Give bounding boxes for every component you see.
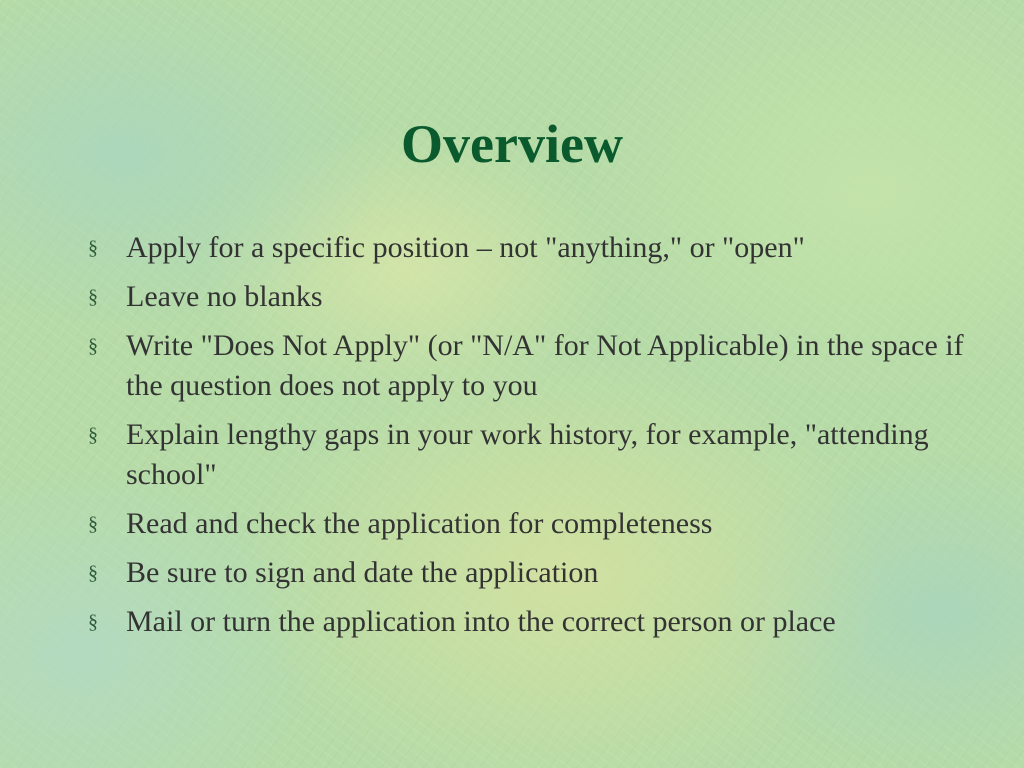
bullet-text: Explain lengthy gaps in your work history, for example, "attending school" (126, 418, 929, 491)
section-sign-icon: § (88, 562, 98, 584)
bullet-item (88, 326, 968, 406)
section-sign-icon: § (88, 611, 98, 633)
section-sign-icon: § (88, 424, 98, 446)
section-sign-icon: § (88, 286, 98, 308)
bullet-text: Write "Does Not Apply" (or "N/A" for Not Applicable) in the space if the question does not apply to you (126, 329, 964, 402)
bullet-text: Read and check the application for completeness (126, 507, 713, 540)
bullet-list (88, 228, 968, 651)
bullet-text: Be sure to sign and date the application (126, 556, 599, 589)
bullet-text: Mail or turn the application into the correct person or place (126, 605, 836, 638)
bullet-item (88, 602, 968, 642)
bullet-item (88, 504, 968, 544)
bullet-text: Leave no blanks (126, 280, 323, 313)
section-sign-icon: § (88, 513, 98, 535)
bullet-item (88, 553, 968, 593)
slide-title: Overview (401, 114, 623, 174)
section-sign-icon: § (88, 335, 98, 357)
bullet-text: Apply for a specific position – not "anything," or "open" (126, 231, 805, 264)
bullet-item (88, 277, 968, 317)
section-sign-icon: § (88, 237, 98, 259)
bullet-item (88, 228, 968, 268)
bullet-item (88, 415, 968, 495)
